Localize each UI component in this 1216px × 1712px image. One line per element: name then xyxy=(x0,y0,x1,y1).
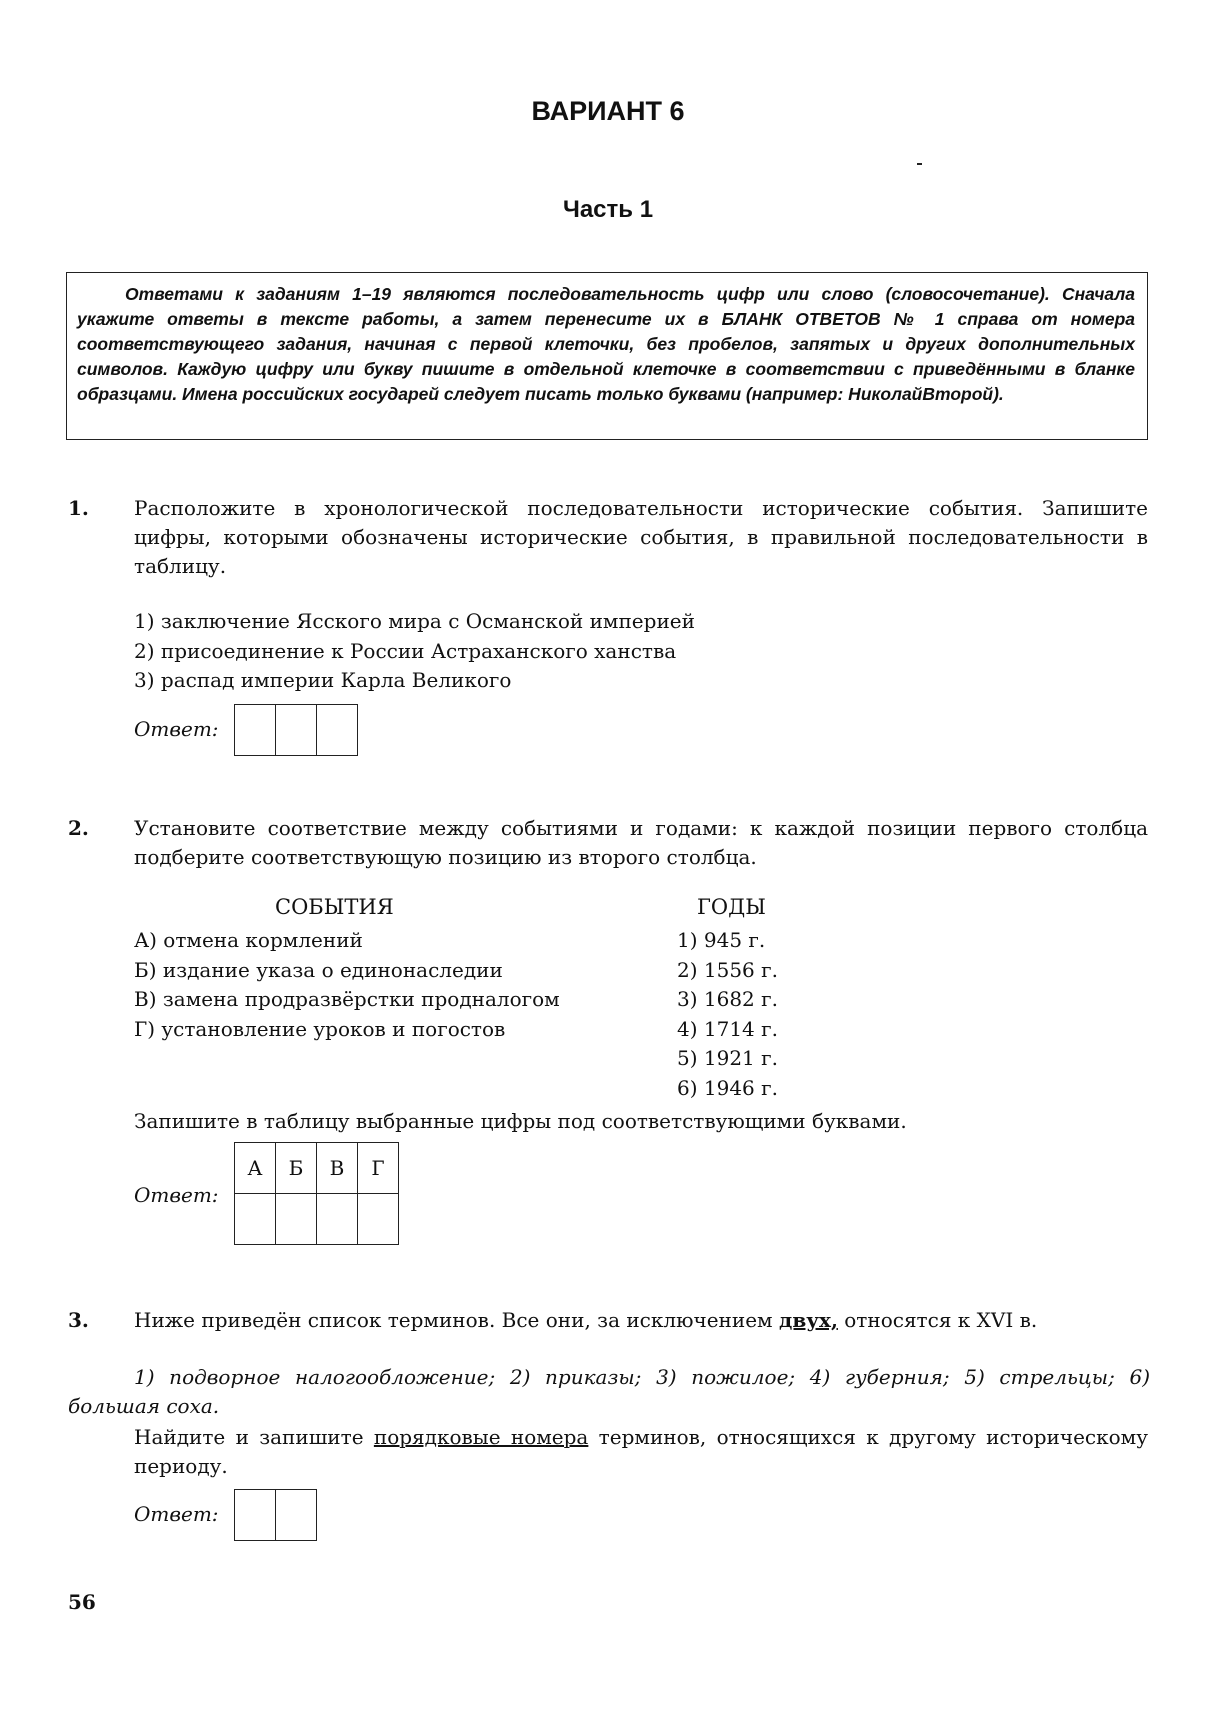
answer-cell[interactable] xyxy=(358,1194,399,1245)
task-3-instruction xyxy=(134,1423,1148,1481)
task-3-instruction-start: Найдите и запишите xyxy=(134,1425,374,1449)
year-item: 4) 1714 г. xyxy=(677,1016,778,1041)
letter-header: Б xyxy=(276,1143,317,1194)
answer-cell[interactable] xyxy=(235,1490,276,1541)
task-3-text xyxy=(134,1306,1148,1335)
answer-cell[interactable] xyxy=(276,1194,317,1245)
answer-cell[interactable] xyxy=(235,705,276,756)
letter-header: Г xyxy=(358,1143,399,1194)
event-item: Б) издание указа о единонаследии xyxy=(134,957,503,982)
task-3-number: 3. xyxy=(68,1308,89,1332)
answer-cell[interactable] xyxy=(276,705,317,756)
task-1-text: Расположите в хронологической последовательности исторические события. Запишите цифры, которыми обозначены исторические события, в правильной последовательности в таблицу. xyxy=(134,496,1148,578)
task-3-instruction-emphasis: порядковые номера xyxy=(373,1425,589,1449)
task-3-answer-grid[interactable] xyxy=(234,1489,317,1541)
task-2-number: 2. xyxy=(68,816,89,840)
part-title: Часть 1 xyxy=(562,196,654,223)
task-1-option: 1) заключение Ясского мира с Османской империей xyxy=(134,609,695,633)
task-3-answer-label: Ответ: xyxy=(134,1502,219,1526)
print-speck xyxy=(917,163,922,165)
task-3-text-end: относятся к XVI в. xyxy=(837,1308,1038,1332)
year-item: 2) 1556 г. xyxy=(677,957,778,982)
answer-cell[interactable] xyxy=(317,1194,358,1245)
task-3-instruction-end: терминов, относящихся к другому историческому периоду. xyxy=(134,1425,1148,1478)
task-2-answer-grid[interactable] xyxy=(234,1142,399,1245)
instruction-text: Ответами к заданиям 1–19 являются последовательность цифр или слово (словосочетание). Сначала укажите ответы в тексте работы, а затем перенесите их в БЛАНК ОТВЕТОВ № 1 справа от номера соответствующего задания, начиная с первой клеточки, без пробелов, запятых и других дополнительных символов. Каждую цифру или букву пишите в отдельной клеточке в соответствии с приведёнными в бланке образцами. Имена российских государей следует писать только буквами (например: НиколайВторой). xyxy=(77,284,1135,404)
years-list xyxy=(677,926,778,1103)
letter-header: В xyxy=(317,1143,358,1194)
task-1-answer-grid[interactable] xyxy=(234,704,358,756)
task-1-option: 2) присоединение к России Астраханского ханства xyxy=(134,638,677,663)
task-1-option: 3) распад империи Карла Великого xyxy=(134,668,512,692)
task-3-emphasis: двух, xyxy=(778,1308,838,1332)
task-2-text: Установите соответствие между событиями и годами: к каждой позиции первого столбца подберите соответствующую позицию из второго столбца. xyxy=(134,816,1148,869)
event-item: В) замена продразвёрстки продналогом xyxy=(134,987,560,1011)
years-heading: ГОДЫ xyxy=(697,895,766,919)
events-heading: СОБЫТИЯ xyxy=(275,895,394,919)
event-item: Г) установление уроков и погостов xyxy=(134,1016,506,1041)
year-item: 1) 945 г. xyxy=(677,928,766,952)
events-list xyxy=(134,926,560,1044)
letter-header: А xyxy=(235,1143,276,1194)
answer-cell[interactable] xyxy=(317,705,358,756)
answer-cell[interactable] xyxy=(276,1490,317,1541)
year-item: 3) 1682 г. xyxy=(677,987,778,1011)
task-3-terms: 1) подворное налогообложение; 2) приказы; 3) пожилое; 4) губерния; 5) стрельцы; 6) большая соха. xyxy=(68,1365,1150,1418)
task-2-instruction: Запишите в таблицу выбранные цифры под соответствующими буквами. xyxy=(134,1109,907,1133)
event-item: А) отмена кормлений xyxy=(134,928,363,952)
task-1-number: 1. xyxy=(68,496,89,520)
task-1-options xyxy=(134,607,695,696)
instruction-box xyxy=(66,272,1148,440)
year-item: 5) 1921 г. xyxy=(677,1046,778,1070)
task-2-answer-label: Ответ: xyxy=(134,1183,219,1207)
task-3-text-start: Ниже приведён список терминов. Все они, за исключением xyxy=(134,1308,779,1332)
task-1-answer-label: Ответ: xyxy=(134,717,219,741)
page-number: 56 xyxy=(68,1590,96,1614)
answer-cell[interactable] xyxy=(235,1194,276,1245)
variant-title: ВАРИАНТ 6 xyxy=(531,96,685,126)
year-item: 6) 1946 г. xyxy=(677,1075,778,1100)
